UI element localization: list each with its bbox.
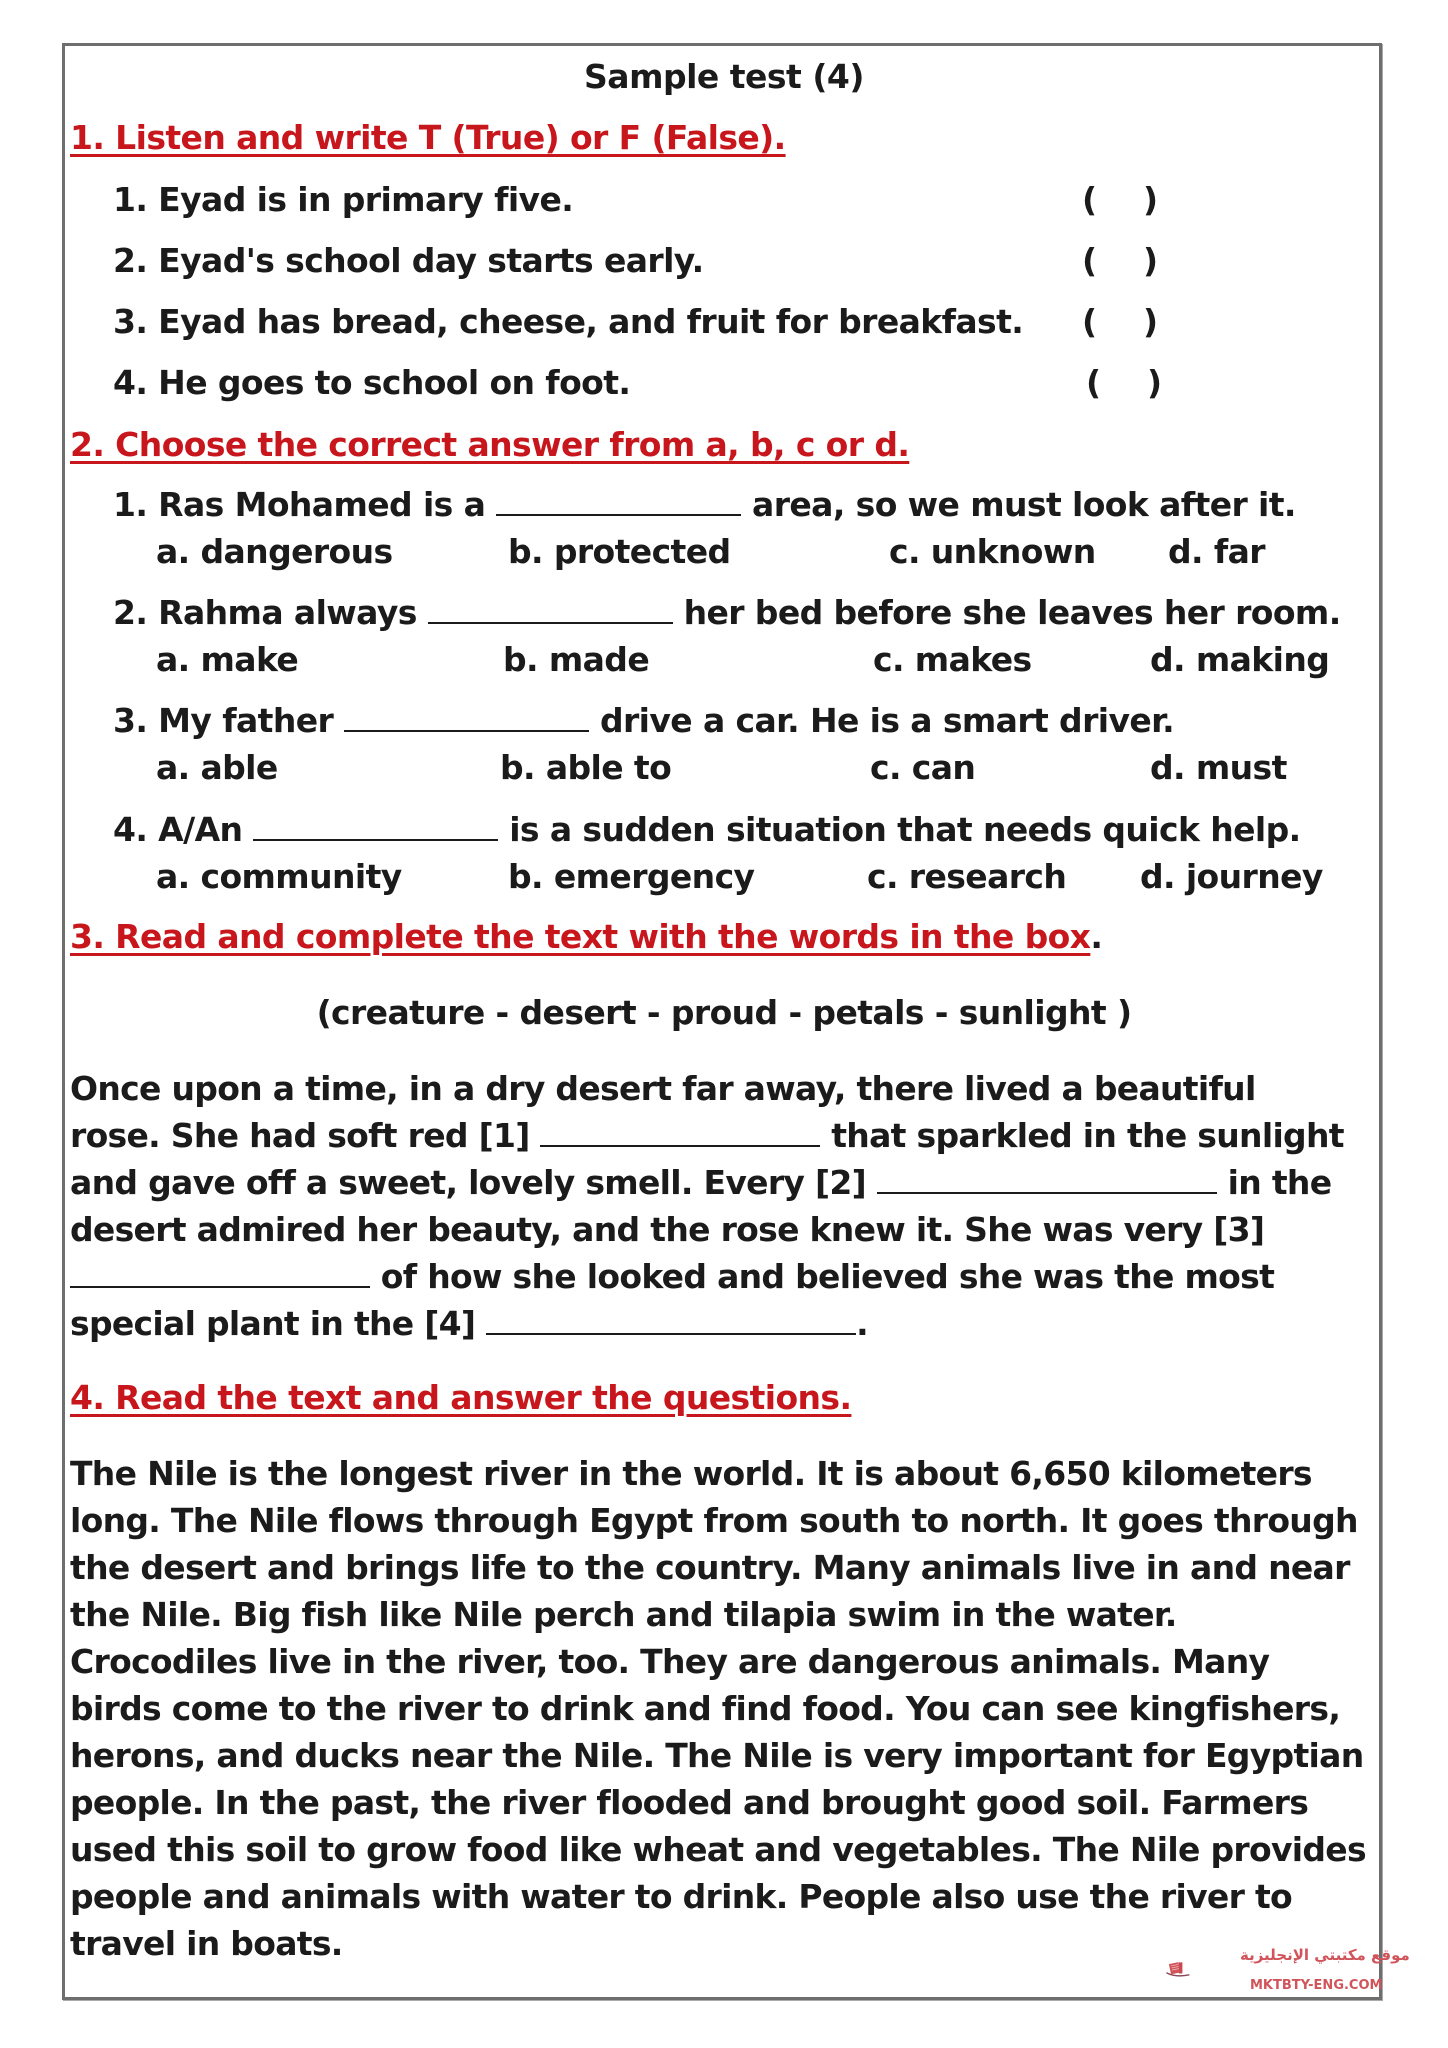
section1-heading: 1. Listen and write T (True) or F (False). [70,118,786,157]
blank-2[interactable] [877,1164,1217,1194]
question-text-before: 2. Rahma always [113,593,417,632]
option-d[interactable]: d. far [1168,532,1265,571]
nile-line-1: The Nile is the longest river in the world. It is about 6,650 kilometers [70,1454,1312,1493]
option-d[interactable]: d. making [1150,640,1330,679]
tf-item-1: 1. Eyad is in primary five. [113,180,574,219]
story-text: that sparkled in the sunlight [831,1116,1344,1155]
option-a[interactable]: a. community [156,857,402,896]
tf-answer-1[interactable]: ( ) [1082,180,1159,219]
page-title: Sample test (4) [584,57,864,96]
section3-heading-text: 3. Read and complete the text with the words in the box [70,917,1091,956]
option-d[interactable]: d. must [1150,748,1287,787]
blank-3[interactable] [70,1258,370,1288]
option-c[interactable]: c. unknown [889,532,1096,571]
mcq-question-3 [113,701,1174,740]
story-line-1 [70,1069,1256,1108]
story-line-6 [70,1304,868,1343]
question-text-after: drive a car. He is a smart driver. [599,701,1175,740]
nile-line-2: long. The Nile flows through Egypt from south to north. It goes through [70,1501,1358,1540]
answer-blank[interactable] [496,486,741,516]
nile-line-11: travel in boats. [70,1924,343,1963]
option-c[interactable]: c. can [870,748,976,787]
option-b[interactable]: b. protected [508,532,731,571]
section2-heading: 2. Choose the correct answer from a, b, c or d. [70,425,910,464]
option-a[interactable]: a. able [156,748,278,787]
tf-answer-4[interactable]: ( ) [1086,363,1163,402]
story-text: of how she looked and believed she was the most [380,1257,1275,1296]
mcq-question-1 [113,485,1296,524]
story-text: special plant in the [4] [70,1304,476,1343]
section3-heading [70,917,1102,956]
option-c[interactable]: c. makes [873,640,1032,679]
question-text-before: 3. My father [113,701,334,740]
nile-line-5: Crocodiles live in the river, too. They are dangerous animals. Many [70,1642,1270,1681]
story-text: rose. She had soft red [1] [70,1116,530,1155]
blank-4[interactable] [486,1305,856,1335]
tf-item-2: 2. Eyad's school day starts early. [113,241,704,280]
answer-blank[interactable] [344,702,589,732]
book-logo-icon [1165,1945,1245,1995]
mcq-question-2 [113,593,1341,632]
nile-line-3: the desert and brings life to the country. Many animals live in and near [70,1548,1350,1587]
story-text: and gave off a sweet, lovely smell. Every [2] [70,1163,867,1202]
story-text: in the [1227,1163,1332,1202]
nile-line-9: used this soil to grow food like wheat and vegetables. The Nile provides [70,1830,1366,1869]
nile-line-10: people and animals with water to drink. People also use the river to [70,1877,1293,1916]
option-a[interactable]: a. make [156,640,299,679]
blank-1[interactable] [540,1117,820,1147]
option-a[interactable]: a. dangerous [156,532,393,571]
story-line-2 [70,1116,1344,1155]
section4-heading: 4. Read the text and answer the questions. [70,1378,852,1417]
story-text: . [856,1304,868,1343]
story-text: Once upon a time, in a dry desert far away, there lived a beautiful [70,1069,1256,1108]
section3-heading-period: . [1090,917,1103,956]
answer-blank[interactable] [428,594,673,624]
question-text-after: area, so we must look after it. [752,485,1296,524]
option-c[interactable]: c. research [867,857,1067,896]
tf-answer-3[interactable]: ( ) [1082,302,1159,341]
mcq-question-4 [113,810,1301,849]
tf-item-3: 3. Eyad has bread, cheese, and fruit for breakfast. [113,302,1024,341]
nile-line-8: people. In the past, the river flooded and brought good soil. Farmers [70,1783,1309,1822]
question-text-before: 4. A/An [113,810,243,849]
word-box: (creature - desert - proud - petals - sunlight ) [316,993,1132,1032]
question-text-after: is a sudden situation that needs quick help. [509,810,1301,849]
option-b[interactable]: b. emergency [508,857,755,896]
question-text-before: 1. Ras Mohamed is a [113,485,486,524]
option-b[interactable]: b. able to [500,748,672,787]
question-text-after: her bed before she leaves her room. [683,593,1341,632]
nile-line-7: herons, and ducks near the Nile. The Nile is very important for Egyptian [70,1736,1364,1775]
nile-line-4: the Nile. Big fish like Nile perch and tilapia swim in the water. [70,1595,1177,1634]
nile-line-6: birds come to the river to drink and find food. You can see kingfishers, [70,1689,1341,1728]
watermark-arabic: موقع مكتبتي الإنجليزية [1240,1946,1410,1964]
story-line-5 [70,1257,1274,1296]
story-line-3 [70,1163,1331,1202]
watermark-url[interactable]: MKTBTY-ENG.COM [1250,1978,1383,1993]
story-line-4 [70,1210,1264,1249]
story-text: desert admired her beauty, and the rose knew it. She was very [3] [70,1210,1265,1249]
option-d[interactable]: d. journey [1140,857,1323,896]
tf-answer-2[interactable]: ( ) [1082,241,1159,280]
option-b[interactable]: b. made [503,640,650,679]
answer-blank[interactable] [253,811,498,841]
tf-item-4: 4. He goes to school on foot. [113,363,631,402]
